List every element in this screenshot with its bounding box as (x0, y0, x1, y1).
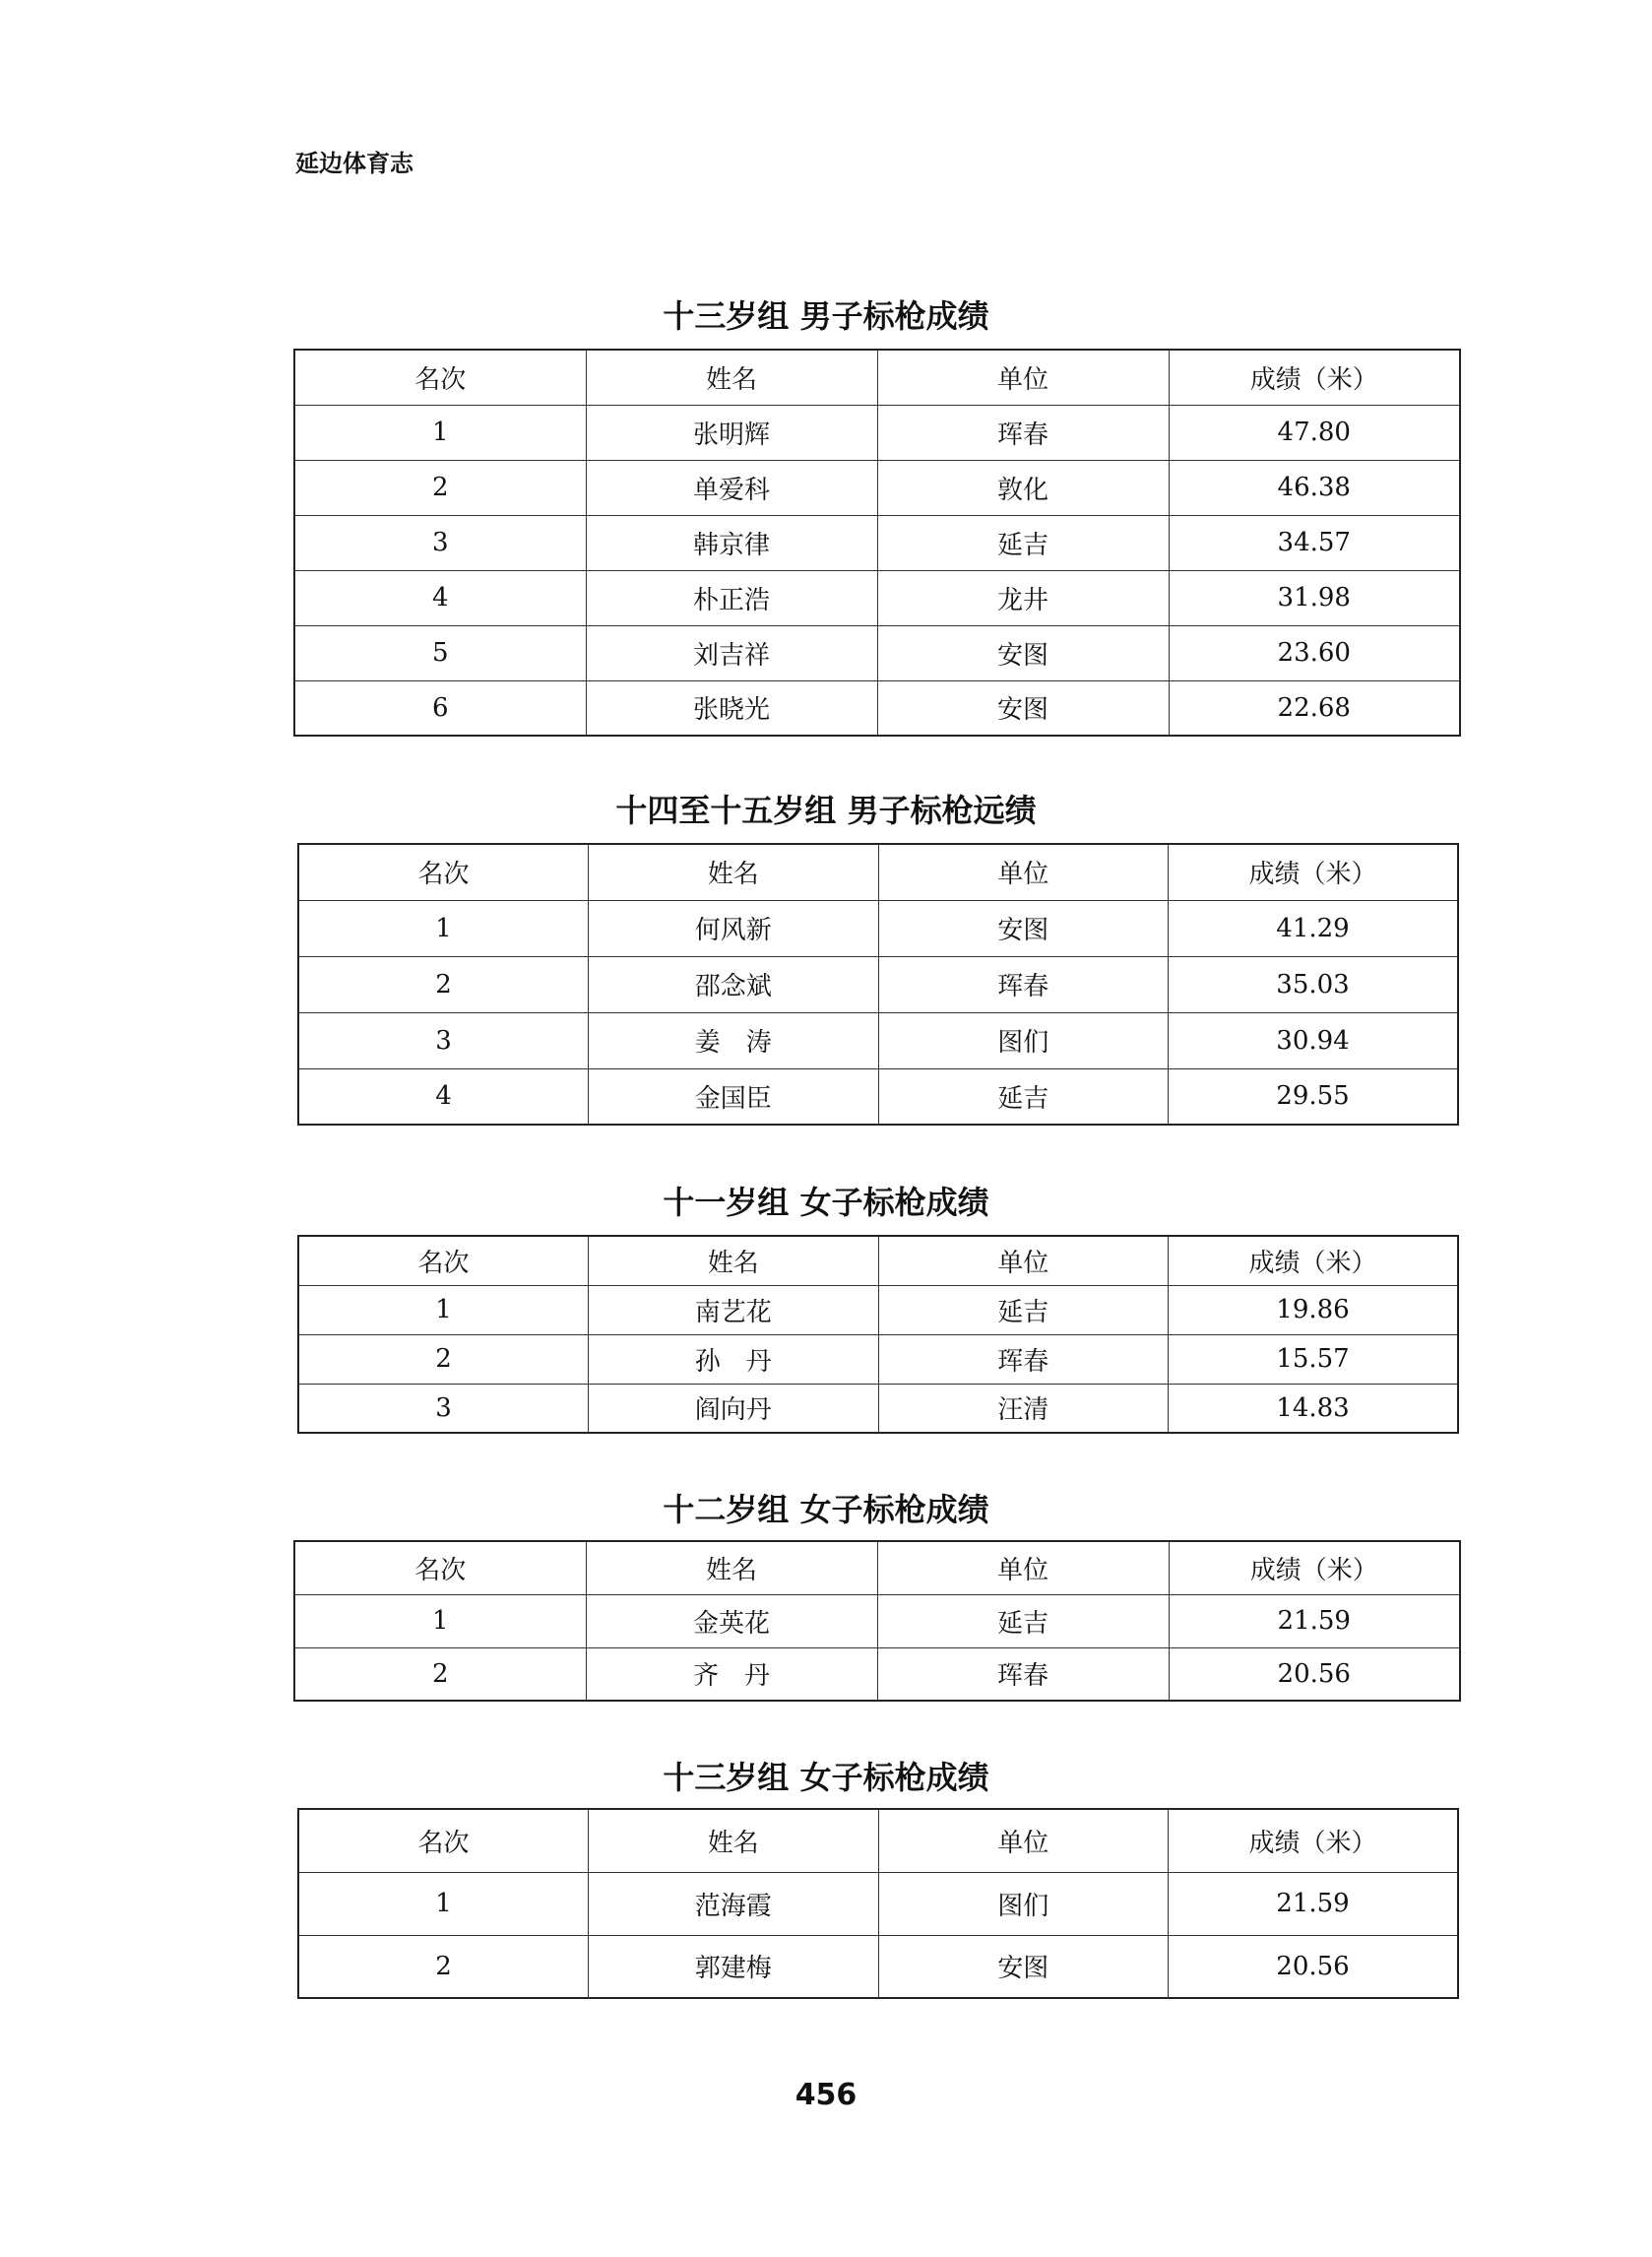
page-number: 456 (794, 2078, 858, 2112)
table-row (298, 1012, 1458, 1068)
unit-cell: 安图 (878, 900, 1169, 956)
section-title: 十一岁组 女子标枪成绩 (663, 1184, 989, 1221)
column-header-name: 姓名 (586, 1541, 877, 1594)
column-header-unit: 单位 (878, 1236, 1169, 1285)
name-cell: 何风新 (589, 900, 879, 956)
column-header-name: 姓名 (589, 1809, 879, 1872)
name-cell: 齐 丹 (586, 1647, 877, 1701)
column-header-name: 姓名 (586, 350, 877, 405)
unit-cell: 安图 (877, 625, 1169, 680)
name-cell: 孙 丹 (589, 1334, 879, 1384)
name-cell: 范海霞 (589, 1872, 879, 1935)
table-row (294, 460, 1460, 515)
rank-cell: 2 (298, 956, 589, 1012)
table-row (298, 900, 1458, 956)
unit-cell: 图们 (878, 1012, 1169, 1068)
table-row (294, 1647, 1460, 1701)
table-row (298, 1285, 1458, 1334)
result-cell: 34.57 (1169, 515, 1460, 570)
result-cell: 35.03 (1169, 956, 1459, 1012)
column-header-rank: 名次 (298, 1809, 589, 1872)
rank-cell: 2 (294, 1647, 586, 1701)
table-header-row (298, 844, 1458, 900)
results-table (293, 349, 1461, 737)
name-cell: 郭建梅 (589, 1935, 879, 1998)
result-cell: 46.38 (1169, 460, 1460, 515)
result-cell: 21.59 (1169, 1594, 1460, 1647)
table-row (294, 570, 1460, 625)
name-cell: 朴正浩 (586, 570, 877, 625)
name-cell: 韩京律 (586, 515, 877, 570)
table-row (294, 625, 1460, 680)
section-title: 十四至十五岁组 男子标枪远绩 (615, 792, 1037, 829)
result-cell: 15.57 (1169, 1334, 1459, 1384)
table-header-row (294, 1541, 1460, 1594)
unit-cell: 珲春 (877, 1647, 1169, 1701)
name-cell: 南艺花 (589, 1285, 879, 1334)
unit-cell: 珲春 (878, 1334, 1169, 1384)
rank-cell: 1 (298, 1872, 589, 1935)
unit-cell: 延吉 (878, 1285, 1169, 1334)
unit-cell: 敦化 (877, 460, 1169, 515)
running-title: 延边体育志 (295, 150, 413, 177)
name-cell: 阎向丹 (589, 1384, 879, 1433)
table-row (298, 1935, 1458, 1998)
name-cell: 单爱科 (586, 460, 877, 515)
rank-cell: 2 (298, 1334, 589, 1384)
results-table (297, 1808, 1459, 1999)
column-header-rank: 名次 (298, 844, 589, 900)
table-row (298, 1068, 1458, 1125)
table-row (298, 1384, 1458, 1433)
table-row (294, 405, 1460, 460)
name-cell: 金国臣 (589, 1068, 879, 1125)
result-cell: 19.86 (1169, 1285, 1459, 1334)
table-row (298, 1334, 1458, 1384)
table-row (298, 956, 1458, 1012)
name-cell: 邵念斌 (589, 956, 879, 1012)
column-header-unit: 单位 (877, 1541, 1169, 1594)
result-cell: 21.59 (1169, 1872, 1459, 1935)
name-cell: 张明辉 (586, 405, 877, 460)
rank-cell: 5 (294, 625, 586, 680)
table-row (298, 1872, 1458, 1935)
column-header-result: 成绩（米） (1169, 844, 1459, 900)
name-cell: 张晓光 (586, 680, 877, 736)
results-table (297, 1235, 1459, 1434)
result-cell: 14.83 (1169, 1384, 1459, 1433)
column-header-result: 成绩（米） (1169, 1541, 1460, 1594)
column-header-name: 姓名 (589, 1236, 879, 1285)
column-header-rank: 名次 (294, 350, 586, 405)
result-cell: 20.56 (1169, 1935, 1459, 1998)
table-header-row (294, 350, 1460, 405)
section-title: 十三岁组 男子标枪成绩 (663, 297, 989, 335)
column-header-unit: 单位 (878, 1809, 1169, 1872)
column-header-result: 成绩（米） (1169, 1809, 1459, 1872)
rank-cell: 4 (294, 570, 586, 625)
unit-cell: 安图 (877, 680, 1169, 736)
rank-cell: 1 (294, 405, 586, 460)
result-cell: 23.60 (1169, 625, 1460, 680)
name-cell: 刘吉祥 (586, 625, 877, 680)
unit-cell: 延吉 (877, 1594, 1169, 1647)
column-header-result: 成绩（米） (1169, 1236, 1459, 1285)
unit-cell: 延吉 (877, 515, 1169, 570)
table-row (294, 680, 1460, 736)
rank-cell: 2 (298, 1935, 589, 1998)
result-cell: 29.55 (1169, 1068, 1459, 1125)
rank-cell: 3 (294, 515, 586, 570)
unit-cell: 龙井 (877, 570, 1169, 625)
result-cell: 20.56 (1169, 1647, 1460, 1701)
result-cell: 31.98 (1169, 570, 1460, 625)
unit-cell: 安图 (878, 1935, 1169, 1998)
rank-cell: 1 (298, 1285, 589, 1334)
column-header-rank: 名次 (298, 1236, 589, 1285)
unit-cell: 珲春 (878, 956, 1169, 1012)
result-cell: 30.94 (1169, 1012, 1459, 1068)
result-cell: 22.68 (1169, 680, 1460, 736)
column-header-unit: 单位 (878, 844, 1169, 900)
unit-cell: 汪清 (878, 1384, 1169, 1433)
table-header-row (298, 1809, 1458, 1872)
column-header-rank: 名次 (294, 1541, 586, 1594)
result-cell: 41.29 (1169, 900, 1459, 956)
table-row (294, 515, 1460, 570)
rank-cell: 1 (298, 900, 589, 956)
name-cell: 姜 涛 (589, 1012, 879, 1068)
rank-cell: 1 (294, 1594, 586, 1647)
column-header-unit: 单位 (877, 350, 1169, 405)
rank-cell: 4 (298, 1068, 589, 1125)
rank-cell: 3 (298, 1384, 589, 1433)
rank-cell: 2 (294, 460, 586, 515)
section-title: 十三岁组 女子标枪成绩 (663, 1759, 989, 1796)
results-table (293, 1540, 1461, 1702)
section-title: 十二岁组 女子标枪成绩 (663, 1491, 989, 1528)
unit-cell: 珲春 (877, 405, 1169, 460)
unit-cell: 图们 (878, 1872, 1169, 1935)
results-table (297, 843, 1459, 1126)
column-header-result: 成绩（米） (1169, 350, 1460, 405)
name-cell: 金英花 (586, 1594, 877, 1647)
rank-cell: 6 (294, 680, 586, 736)
table-header-row (298, 1236, 1458, 1285)
rank-cell: 3 (298, 1012, 589, 1068)
column-header-name: 姓名 (589, 844, 879, 900)
result-cell: 47.80 (1169, 405, 1460, 460)
table-row (294, 1594, 1460, 1647)
unit-cell: 延吉 (878, 1068, 1169, 1125)
